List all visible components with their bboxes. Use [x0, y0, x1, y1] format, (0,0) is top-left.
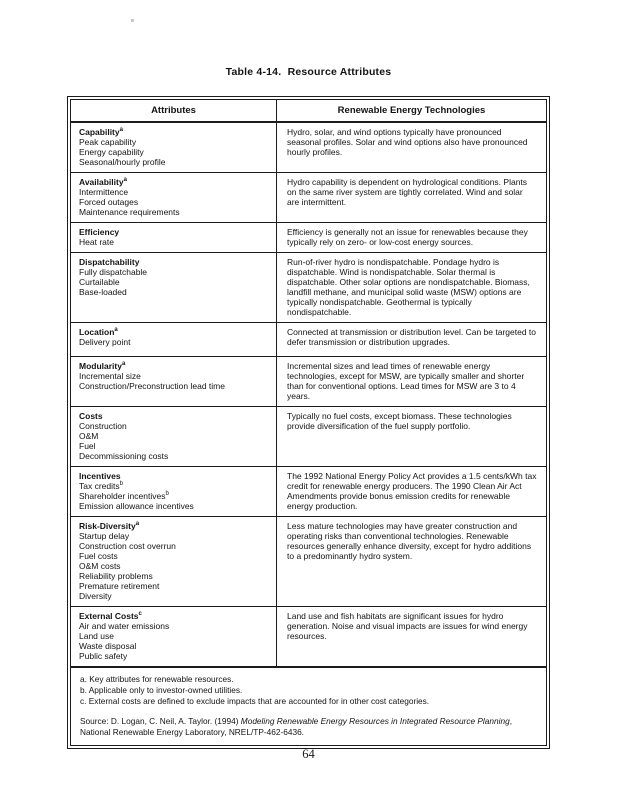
column-header-renewable-energy-technologies: Renewable Energy Technologies [337, 105, 486, 116]
technology-description-cell: Land use and fish habitats are significant issues for hydro generation. Noise and visual impacts are issues for wind energy resources. [287, 611, 528, 641]
attribute-sub-item: Decommissioning costs [79, 451, 169, 461]
attribute-sub-item: Land use [79, 631, 114, 641]
attribute-sub-item: Construction cost overrun [79, 541, 176, 551]
attribute-sub-item: O&M costs [79, 561, 121, 571]
attribute-name: Location$^a$ [79, 327, 118, 337]
attribute-name: Modularity$^a$ [79, 361, 126, 371]
attribute-sub-item: O&M [79, 431, 99, 441]
attribute-sub-item: Diversity [79, 591, 112, 601]
attribute-sub-item: Fuel [79, 441, 96, 451]
table-row [71, 517, 546, 607]
attribute-sub-item: Seasonal/hourly profile [79, 157, 166, 167]
source-prefix: Source: D. Logan, C. Neil, A. Taylor. (1994) [80, 716, 241, 726]
footnote: a. Key attributes for renewable resources. [80, 674, 234, 684]
attribute-name: Risk-Diversity$^a$ [79, 521, 140, 531]
technology-description-cell: Efficiency is generally not an issue for renewables because they typically rely on zero- or low-cost energy sources. [287, 227, 528, 247]
table-row [71, 173, 546, 223]
attribute-footnote-marker: a [123, 177, 127, 184]
attribute-cell [71, 517, 277, 606]
attribute-sub-item: Emission allowance incentives [79, 501, 194, 511]
attribute-sub-item: Forced outages [79, 197, 139, 207]
attribute-footnote-marker: a [135, 521, 140, 528]
technology-description-cell: Incremental sizes and lead times of renewable energy technologies, except for MSW, are typically smaller and shorter than for conventional options. Lead times for MSW are 3 to 4 years. [287, 361, 525, 401]
technology-description-cell: Typically no fuel costs, except biomass. These technologies provide diversification of the fuel supply portfolio. [287, 411, 512, 431]
attribute-footnote-marker: c [138, 611, 142, 618]
attribute-name: Incentives [79, 471, 121, 481]
attribute-sub-item: Energy capability [79, 147, 144, 157]
resource-attributes-table [67, 96, 550, 749]
table-row [71, 407, 546, 467]
table-row [71, 253, 546, 323]
table-header-row [71, 100, 546, 123]
attribute-cell [71, 357, 277, 406]
table-row [71, 223, 546, 253]
attribute-sub-item: Heat rate [79, 237, 114, 247]
footnote: b. Applicable only to investor-owned utilities. [80, 685, 243, 695]
attribute-cell [71, 253, 277, 322]
attribute-sub-item: Curtailable [79, 277, 120, 287]
attribute-sub-item: Premature retirement [79, 581, 160, 591]
sub-item-footnote-marker: b [119, 481, 123, 488]
attribute-cell [71, 467, 277, 516]
attribute-sub-item: Tax credits$^b$ [79, 481, 123, 491]
source-title-italic: Modeling Renewable Energy Resources in Integrated Resource Planning [240, 716, 510, 726]
table-row [71, 607, 546, 668]
attribute-name: Efficiency [79, 227, 120, 237]
attribute-sub-item: Peak capability [79, 137, 137, 147]
attribute-sub-item: Delivery point [79, 337, 131, 347]
attribute-cell [71, 123, 277, 172]
attribute-cell [71, 607, 277, 666]
table-row [71, 323, 546, 357]
attribute-footnote-marker: a [114, 327, 118, 334]
scan-artifact-dot [131, 19, 134, 22]
source-suffix: , National Renewable Energy Laboratory, NREL/TP-462-6436. [80, 716, 512, 737]
attribute-sub-item: Construction/Preconstruction lead time [79, 381, 225, 391]
attribute-cell [71, 223, 277, 252]
technology-description-cell: The 1992 National Energy Policy Act provides a 1.5 cents/kWh tax credit for renewable energy producers. The 1990 Clean Air Act Amendments provide bonus emission credits for renewable energy production. [287, 471, 537, 511]
attribute-sub-item: Startup delay [79, 531, 130, 541]
attribute-sub-item: Waste disposal [79, 641, 137, 651]
source-citation [80, 716, 537, 738]
table-title: Table 4-14. Resource Attributes [225, 66, 392, 78]
attribute-sub-item: Intermittence [79, 187, 129, 197]
attribute-cell [71, 173, 277, 222]
attribute-sub-item: Fully dispatchable [79, 267, 148, 277]
attribute-sub-item: Fuel costs [79, 551, 118, 561]
footnote: c. External costs are defined to exclude impacts that are accounted for in other cost categories. [80, 696, 430, 706]
attribute-footnote-marker: a [121, 361, 126, 368]
attribute-sub-item: Reliability problems [79, 571, 153, 581]
attribute-sub-item: Shareholder incentives$^b$ [79, 491, 169, 501]
attribute-name: External Costs$^c$ [79, 611, 142, 621]
table-footnotes [71, 668, 546, 745]
column-header-attributes: Attributes [71, 100, 277, 121]
attribute-name: Costs [79, 411, 103, 421]
table-row [71, 467, 546, 517]
attribute-sub-item: Public safety [79, 651, 128, 661]
attribute-name: Availability$^a$ [79, 177, 127, 187]
attribute-footnote-marker: a [119, 127, 123, 134]
sub-item-footnote-marker: b [165, 491, 169, 498]
footnote-lines [80, 674, 537, 707]
attribute-name: Dispatchability [79, 257, 140, 267]
page-number: 64 [302, 747, 315, 761]
table-row [71, 357, 546, 407]
technology-description-cell: Hydro capability is dependent on hydrological conditions. Plants on the same river system are tightly correlated. Wind and solar are intermittent. [287, 177, 528, 207]
attribute-sub-item: Maintenance requirements [79, 207, 180, 217]
technology-description-cell: Run-of-river hydro is nondispatchable. Pondage hydro is dispatchable. Wind is nondispatchable. Solar thermal is dispatchable. Other solar options are nondispatchable. Biomass, landfill methane, and municipal solid waste (MSW) options are typically nondispatchable. Geothermal is typically nondispatchable. [287, 257, 530, 317]
attribute-cell [71, 323, 277, 356]
attribute-sub-item: Incremental size [79, 371, 141, 381]
table-body [71, 123, 546, 668]
attribute-sub-item: Construction [79, 421, 127, 431]
attribute-cell [71, 407, 277, 466]
technology-description-cell: Hydro, solar, and wind options typically have pronounced seasonal profiles. Solar and wind options also have pronounced hourly profiles. [287, 127, 528, 157]
technology-description-cell: Less mature technologies may have greater construction and operating risks than conventional technologies. Renewable resources generally enhance diversity, except for hydro additions to a predominantly hydro system. [287, 521, 532, 561]
attribute-sub-item: Air and water emissions [79, 621, 170, 631]
technology-description-cell: Connected at transmission or distribution level. Can be targeted to defer transmission or distribution upgrades. [287, 327, 536, 347]
attribute-sub-item: Base-loaded [79, 287, 127, 297]
table-row [71, 123, 546, 173]
attribute-name: Capability$^a$ [79, 127, 123, 137]
